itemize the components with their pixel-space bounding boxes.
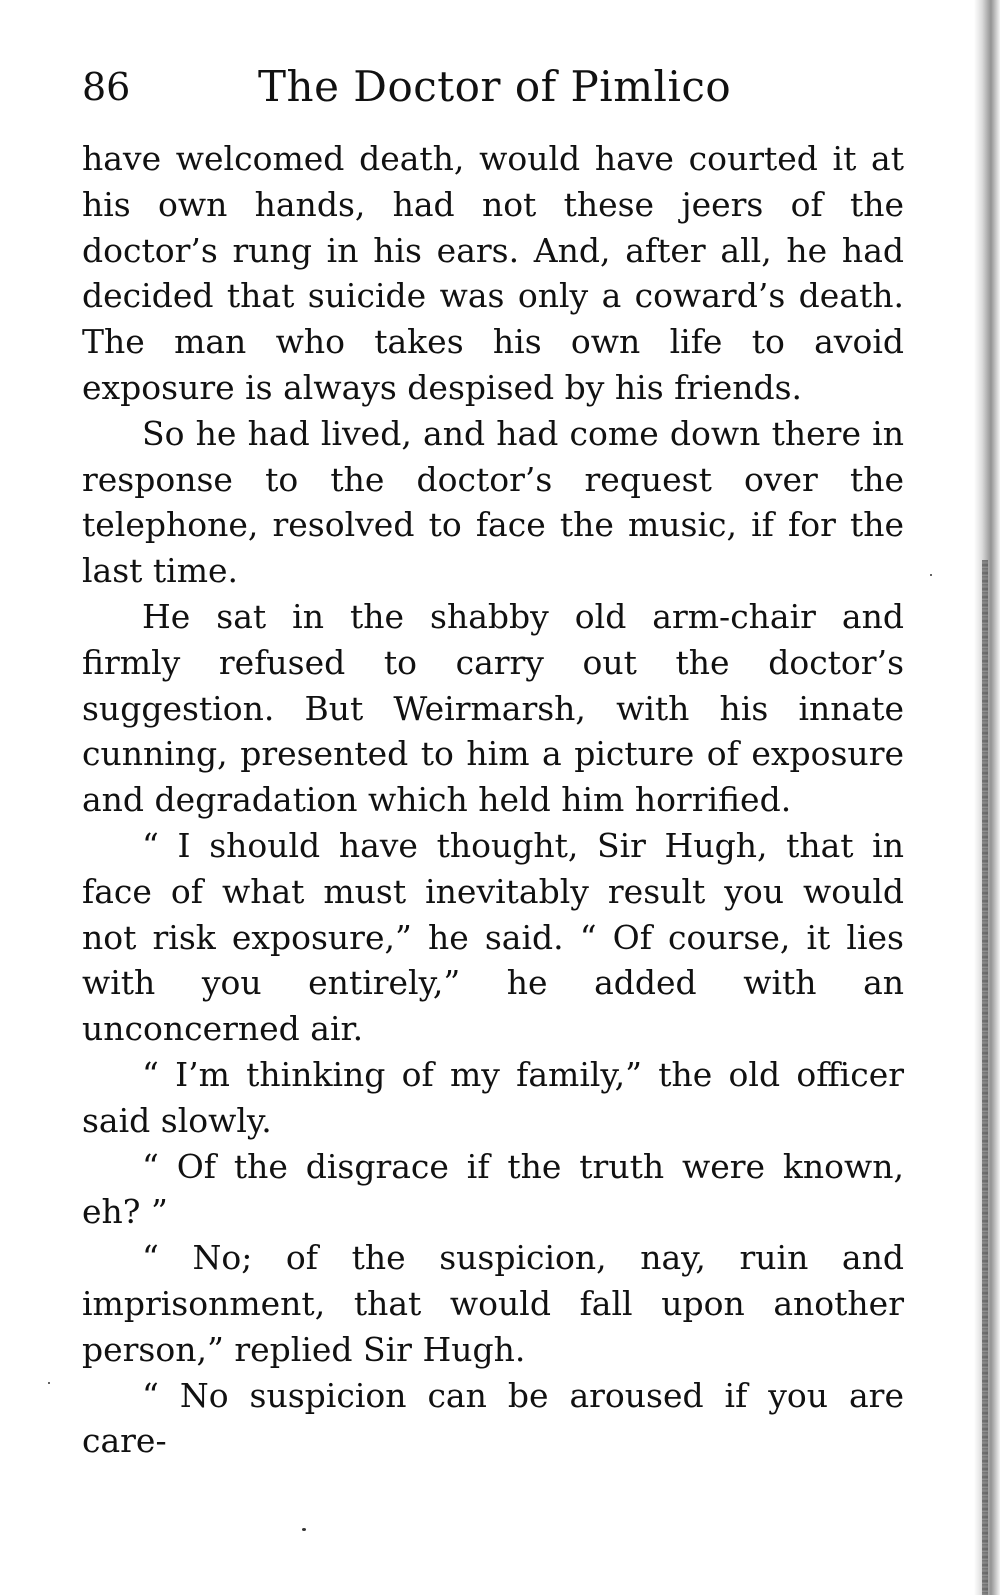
running-head (82, 60, 902, 120)
page-edge-binding (982, 560, 988, 1595)
paragraph: He sat in the shabby old arm-chair and firmly refused to carry out the doctor’s suggestion. But Weirmarsh, with his innate cunning, presented to him a picture of exposure and degradation which held him horrified. (82, 596, 904, 820)
running-title: The Doctor of Pimlico (258, 62, 732, 111)
body-text (82, 136, 904, 1464)
print-speck (48, 1382, 50, 1384)
page-number: 86 (82, 65, 131, 109)
paragraph-dialogue: “ Of the disgrace if the truth were known, eh? ” (82, 1146, 904, 1232)
print-speck (930, 574, 932, 576)
paragraph-dialogue: “ I’m thinking of my family,” the old officer said slowly. (82, 1054, 904, 1140)
paragraph: So he had lived, and had come down there in response to the doctor’s request over the telephone, resolved to face the music, if for the last time. (82, 413, 904, 591)
paragraph-dialogue: “ No suspicion can be aroused if you are care- (82, 1375, 904, 1461)
paragraph-continued: have welcomed death, would have courted it at his own hands, had not these jeers of the doctor’s rung in his ears. And, after all, he had decided that suicide was only a coward’s death. The man who takes his own life to avoid exposure is always despised by his friends. (82, 139, 904, 407)
paragraph-dialogue: “ No; of the suspicion, nay, ruin and imprisonment, that would fall upon another person,” replied Sir Hugh. (82, 1238, 904, 1369)
paragraph-dialogue: “ I should have thought, Sir Hugh, that in face of what must inevitably result you would not risk exposure,” he said. “ Of course, it lies with you entirely,” he added with an unconcerned air. (82, 825, 904, 1049)
print-speck (302, 1528, 306, 1531)
